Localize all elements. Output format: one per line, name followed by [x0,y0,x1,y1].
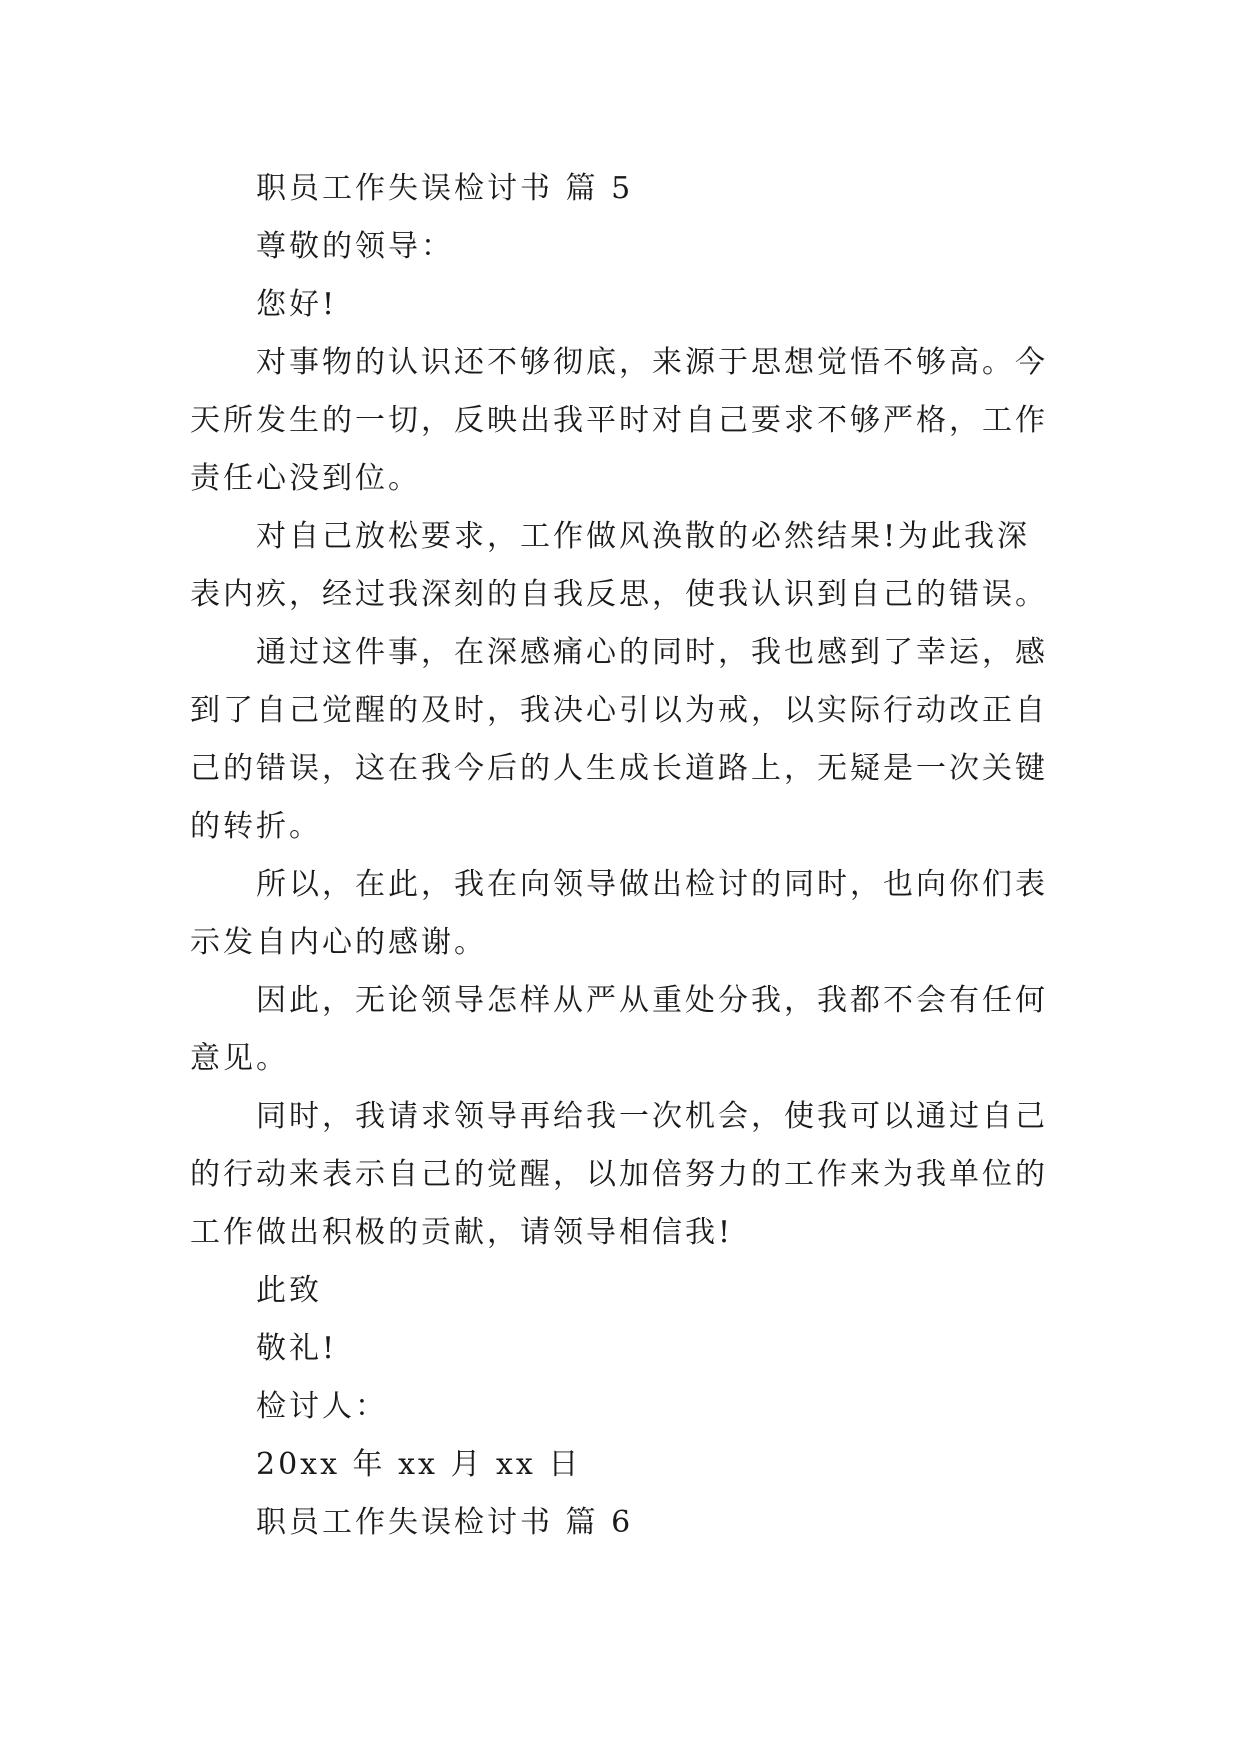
paragraph-line: 工作做出积极的贡献，请领导相信我! [190,1215,734,1250]
paragraph-line: 通过这件事，在深感痛心的同时，我也感到了幸运，感 [256,635,1048,670]
paragraph-line: 对事物的认识还不够彻底，来源于思想觉悟不够高。今 [256,345,1048,380]
paragraph-line: 对自己放松要求，工作做风涣散的必然结果!为此我深 [256,519,1031,554]
signer-label: 检讨人： [256,1389,388,1424]
paragraph [190,1088,1060,1262]
paragraph-line: 责任心没到位。 [190,461,421,496]
closing-line: 此致 [256,1273,322,1308]
document-heading: 职员工作失误检讨书 篇 5 [256,171,634,206]
paragraph [190,972,1060,1088]
paragraph-line: 的行动来表示自己的觉醒，以加倍努力的工作来为我单位的 [190,1157,1048,1192]
paragraph-line: 示发自内心的感谢。 [190,925,487,960]
paragraph [190,856,1060,972]
paragraph-line: 己的错误，这在我今后的人生成长道路上，无疑是一次关键 [190,751,1048,786]
paragraph-line: 的转折。 [190,809,322,844]
document-page [190,160,1060,1552]
paragraph [190,334,1060,508]
paragraph-line: 所以，在此，我在向领导做出检讨的同时，也向你们表 [256,867,1048,902]
document-heading: 职员工作失误检讨书 篇 6 [256,1505,634,1540]
paragraph-line: 天所发生的一切，反映出我平时对自己要求不够严格，工作 [190,403,1048,438]
paragraph-line: 同时，我请求领导再给我一次机会，使我可以通过自己 [256,1099,1048,1134]
paragraph [190,624,1060,856]
date-line: 20xx 年 xx 月 xx 日 [256,1447,582,1482]
salutation: 尊敬的领导： [256,229,454,264]
greeting: 您好! [256,287,338,322]
paragraph-line: 因此，无论领导怎样从严从重处分我，我都不会有任何 [256,983,1048,1018]
paragraph-line: 意见。 [190,1041,289,1076]
paragraph-line: 表内疚，经过我深刻的自我反思，使我认识到自己的错误。 [190,577,1048,612]
paragraph [190,508,1060,624]
paragraph-line: 到了自己觉醒的及时，我决心引以为戒，以实际行动改正自 [190,693,1048,728]
closing-line: 敬礼! [256,1331,338,1366]
